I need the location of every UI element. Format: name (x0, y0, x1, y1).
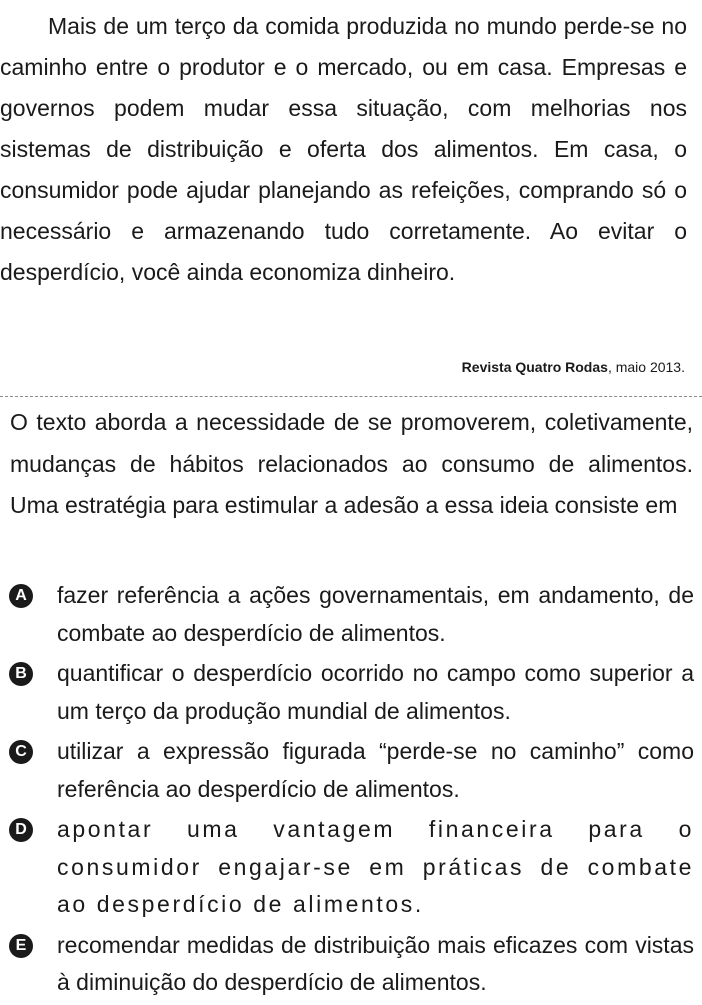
option-d[interactable] (0, 811, 694, 924)
option-c[interactable] (0, 733, 694, 808)
source-date: , maio 2013. (607, 359, 685, 375)
dashed-divider (0, 396, 702, 397)
passage-text: Mais de um terço da comida produzida no mundo perde-se no caminho entre o produtor e o mercado, ou em casa. Empresas e governos podem mudar essa situação, com melhorias nos sistemas de distribuição e oferta dos alimentos. Em casa, o consumidor pode ajudar planejando as refeições, comprando só o necessário e armazenando tudo corretamente. Ao evitar o desperdício, você ainda economiza dinheiro. (0, 13, 687, 285)
option-e-letter-badge: E (9, 934, 33, 958)
answer-options (0, 577, 702, 1005)
option-a[interactable] (0, 577, 694, 652)
option-e[interactable] (0, 927, 694, 1002)
option-d-letter-badge: D (9, 818, 33, 842)
option-b-text: quantificar o desperdício ocorrido no campo como superior a um terço da produção mundial de alimentos. (57, 660, 694, 724)
option-a-text: fazer referência a ações governamentais, em andamento, de combate ao desperdício de alimentos. (57, 582, 694, 646)
question-stem: O texto aborda a necessidade de se promoverem, coletivamente, mudanças de hábitos relacionados ao consumo de alimentos. Uma estratégia para estimular a adesão a essa ideia consiste em (10, 409, 693, 518)
option-d-text: apontar uma vantagem financeira para o consumidor engajar-se em práticas de combate ao desperdício de alimentos. (57, 816, 694, 917)
source-citation (462, 357, 685, 377)
option-c-text: utilizar a expressão figurada “perde-se no caminho” como referência ao desperdício de alimentos. (57, 738, 694, 802)
option-b-letter-badge: B (9, 662, 33, 686)
source-publication: Revista Quatro Rodas (461, 359, 608, 375)
option-e-text: recomendar medidas de distribuição mais eficazes com vistas à diminuição do desperdício de alimentos. (57, 931, 694, 995)
option-b[interactable] (0, 655, 694, 730)
option-c-letter-badge: C (9, 740, 33, 764)
option-a-letter-badge: A (9, 584, 33, 608)
